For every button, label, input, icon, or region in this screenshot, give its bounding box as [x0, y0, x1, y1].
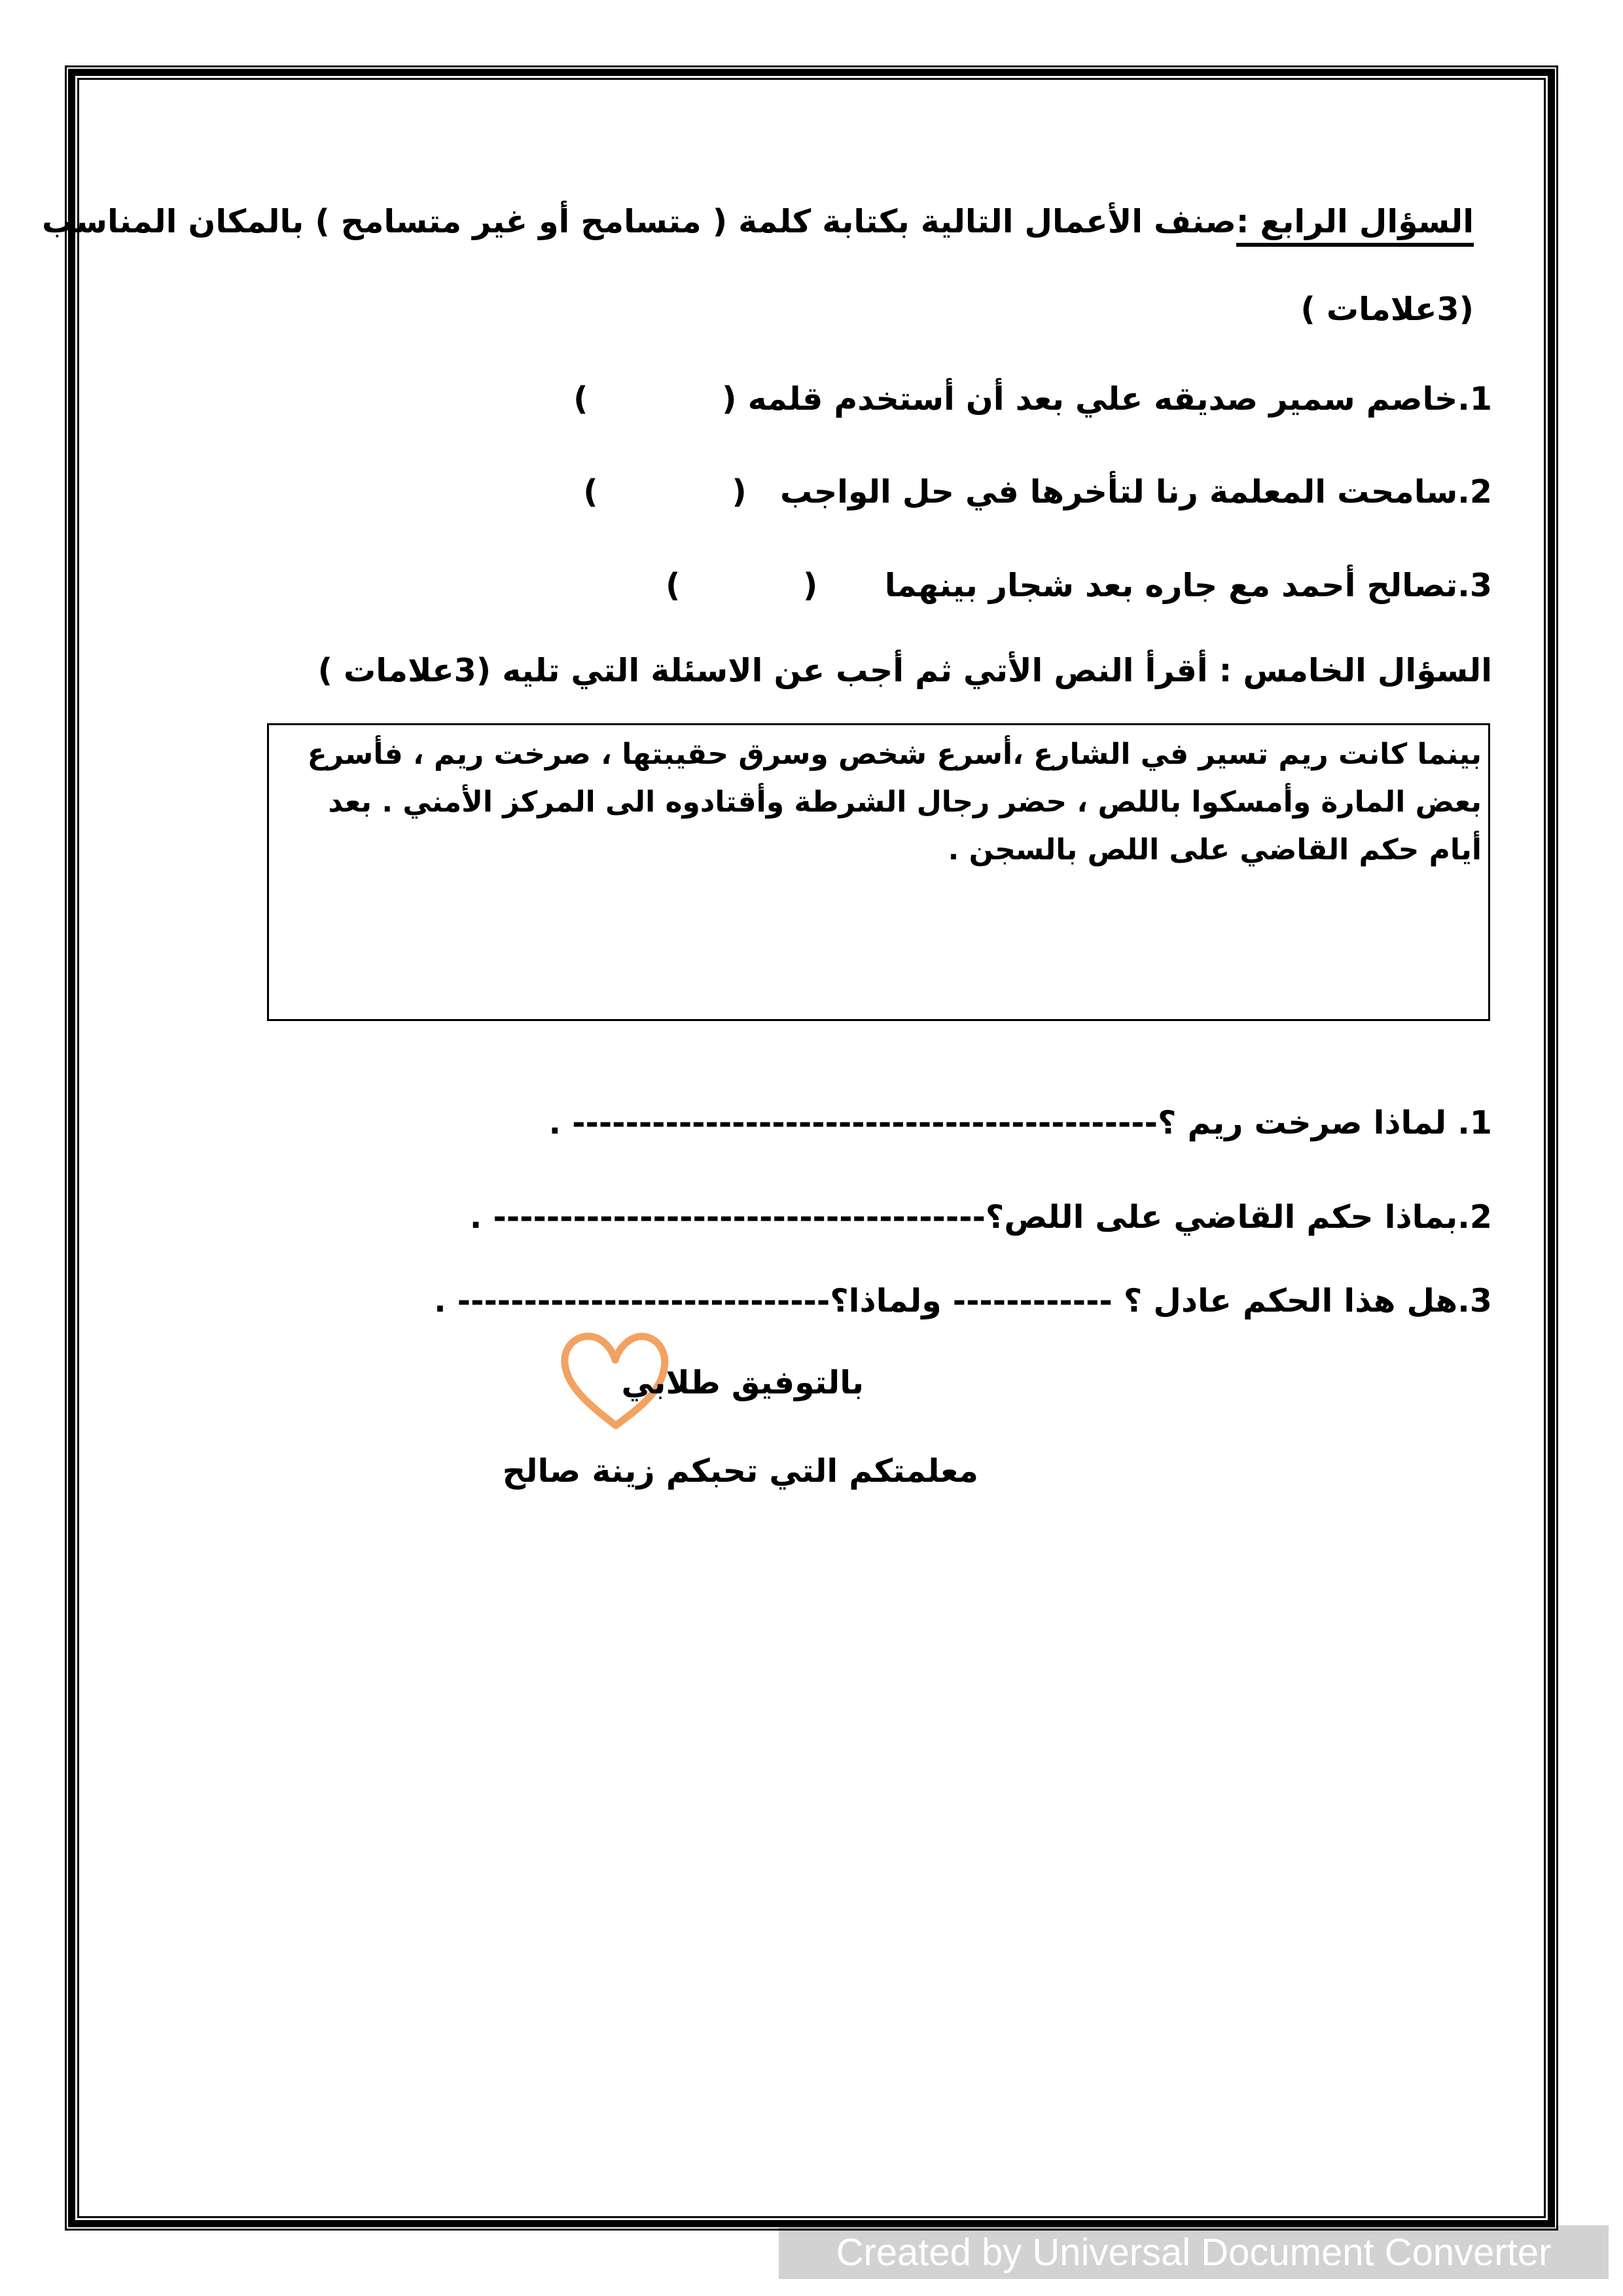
- teacher-signature: معلمتكم التي تحبكم زينة صالح: [502, 1452, 978, 1490]
- question4-item-2: 2.سامحت المعلمة رنا لتأخرها في حل الواجب ( ): [583, 473, 1492, 511]
- good-luck-text: بالتوفيق طلابي: [621, 1364, 864, 1401]
- question5-question-3: 3.هل هذا الحكم عادل ؟ ------------ ولماذا؟---------------------------- .: [434, 1282, 1492, 1319]
- question5-question-1: 1. لماذا صرخت ريم ؟-------------------------------------------- .: [548, 1104, 1492, 1141]
- passage-line-1: بينما كانت ريم تسير في الشارع ،أسرع شخص وسرق حقيبتها ، صرخت ريم ، فأسرع: [307, 738, 1482, 771]
- question5-heading: السؤال الخامس : أقرأ النص الأتي ثم أجب عن الاسئلة التي تليه (3علامات ): [317, 652, 1492, 689]
- question4-item-3: 3.تصالح أحمد مع جاره بعد شجار بينهما ( ): [665, 567, 1492, 604]
- passage-box: [267, 723, 1490, 1021]
- question4-heading: [41, 178, 1474, 353]
- question4-marks: (3علامات ): [1300, 291, 1474, 328]
- passage-line-2: بعض المارة وأمسكوا باللص ، حضر رجال الشرطة وأقتادوه الى المركز الأمني . بعد: [328, 785, 1482, 819]
- question5-question-2: 2.بماذا حكم القاضي على اللص؟------------------------------------- .: [469, 1198, 1492, 1236]
- question4-heading-instruction: صنف الأعمال التالية بكتابة كلمة ( متسامح أو غير متسامح ) بالمكان المناسب: [41, 203, 1236, 240]
- watermark-text: Created by Universal Document Converter: [836, 2231, 1552, 2274]
- question4-heading-title: السؤال الرابع :: [1236, 203, 1474, 247]
- passage-line-3: أيام حكم القاضي على اللص بالسجن .: [948, 833, 1482, 867]
- question4-item-1: 1.خاصم سمير صديقه علي بعد أن أستخدم قلمه ( ): [573, 380, 1492, 418]
